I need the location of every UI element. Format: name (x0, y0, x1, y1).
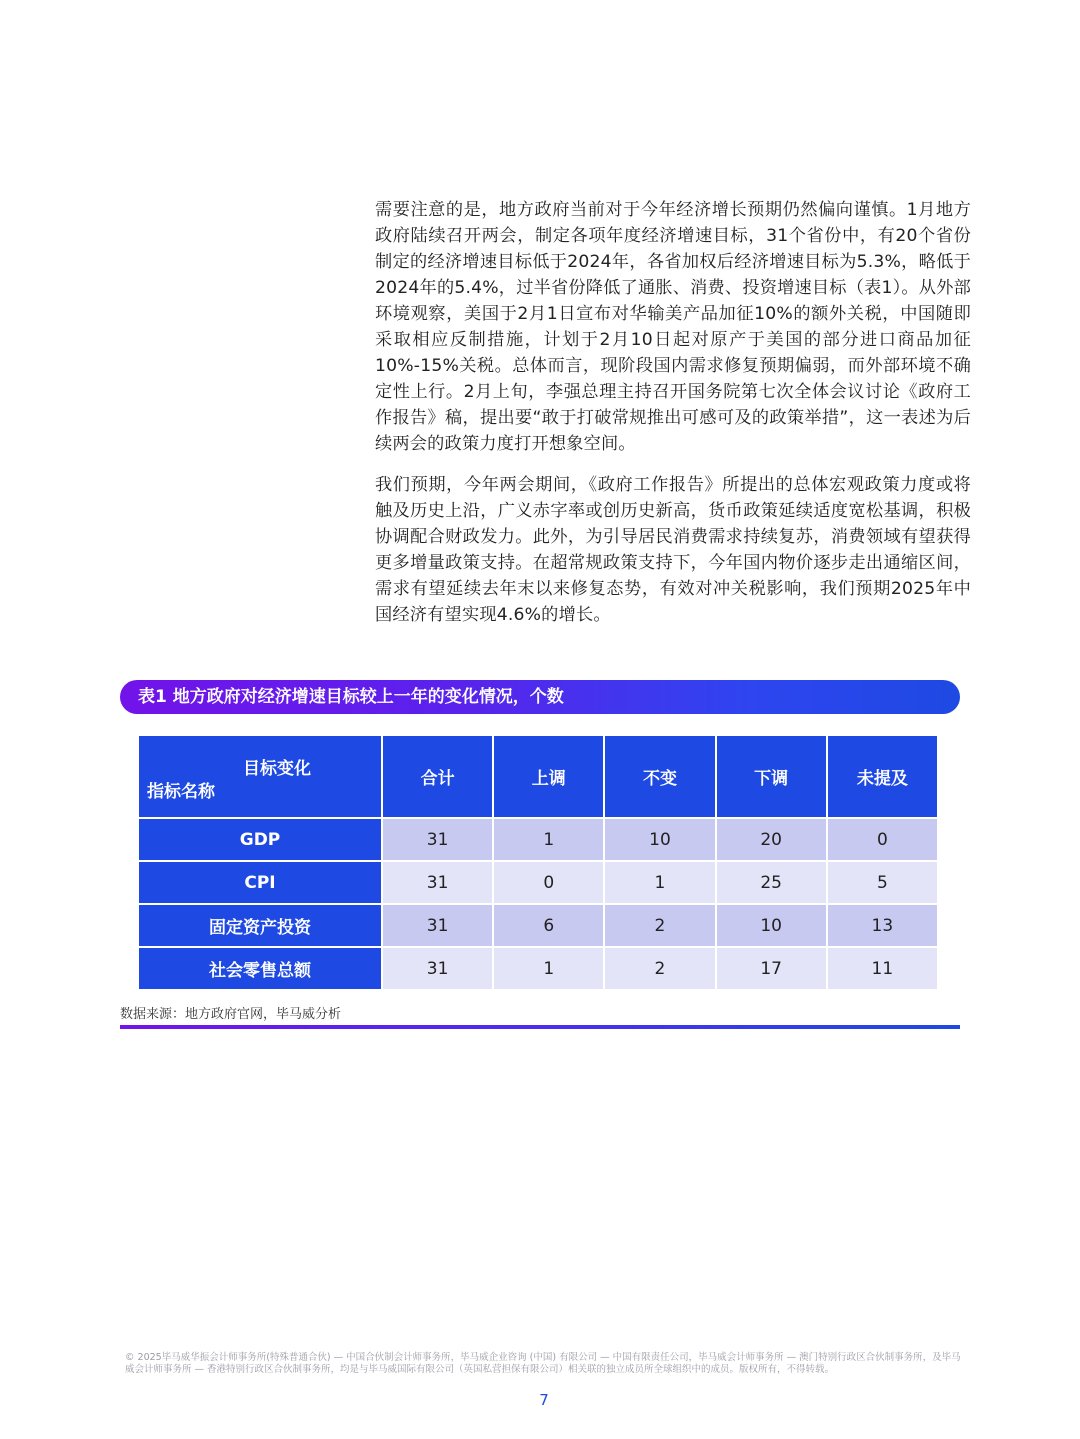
body-text (375, 197, 971, 643)
row-label: CPI (139, 862, 381, 903)
table-header-row (139, 736, 937, 817)
table-cell: 5 (828, 862, 937, 903)
column-header-raised: 上调 (494, 736, 603, 817)
paragraph-1: 需要注意的是，地方政府当前对于今年经济增长预期仍然偏向谨慎。1月地方政府陆续召开两会，制定各项年度经济增速目标，31个省份中，有20个省份制定的经济增速目标低于2024年，各省加权后经济增速目标为5.3%，略低于2024年的5.4%，过半省份降低了通胀、消费、投资增速目标（表1）。从外部环境观察，美国于2月1日宣布对华输美产品加征10%的额外关税，中国随即采取相应反制措施，计划于2月10日起对原产于美国的部分进口商品加征10%-15%关税。总体而言，现阶段国内需求修复预期偏弱，而外部环境不确定性上行。2月上旬，李强总理主持召开国务院第七次全体会议讨论《政府工作报告》稿，提出要“敢于打破常规推出可感可及的政策举措”，这一表述为后续两会的政策力度打开想象空间。 (375, 200, 971, 454)
table-row (139, 862, 937, 903)
table-title-banner: 表1 地方政府对经济增速目标较上一年的变化情况，个数 (120, 680, 960, 714)
table-row (139, 948, 937, 989)
table-cell: 25 (717, 862, 826, 903)
paragraph-2: 我们预期，今年两会期间，《政府工作报告》所提出的总体宏观政策力度或将触及历史上沿，广义赤字率或创历史新高，货币政策延续适度宽松基调，积极协调配合财政发力。此外，为引导居民消费需求持续复苏，消费领域有望获得更多增量政策支持。在超常规政策支持下，今年国内物价逐步走出通缩区间，需求有望延续去年末以来修复态势，有效对冲关税影响，我们预期2025年中国经济有望实现4.6%的增长。 (375, 475, 971, 625)
table-cell: 1 (494, 948, 603, 989)
table-cell: 2 (605, 905, 714, 946)
table-cell: 31 (383, 948, 492, 989)
table-cell: 10 (717, 905, 826, 946)
table-cell: 31 (383, 862, 492, 903)
table-cell: 1 (605, 862, 714, 903)
copyright-notice: © 2025毕马威华振会计师事务所(特殊普通合伙) — 中国合伙制会计师事务所，毕马威企业咨询 (中国) 有限公司 — 中国有限责任公司，毕马威会计师事务所 — 澳门特别行政区合伙制事务所，及毕马威会计师事务所 — 香港特别行政区合伙制事务所，均是与毕马威国际有限公司（英国私营担保有限公司）相关联的独立成员所全球组织中的成员。版权所有，不得转载。 (125, 1352, 961, 1375)
section-divider (120, 1025, 960, 1029)
table-cell: 10 (605, 819, 714, 860)
table-cell: 31 (383, 905, 492, 946)
table-cell: 1 (494, 819, 603, 860)
corner-label-indicator-name: 指标名称 (147, 782, 215, 802)
column-header-total: 合计 (383, 736, 492, 817)
table-cell: 13 (828, 905, 937, 946)
column-header-lowered: 下调 (717, 736, 826, 817)
table-cell: 6 (494, 905, 603, 946)
target-change-table (137, 734, 939, 991)
table-cell: 2 (605, 948, 714, 989)
row-label: 固定资产投资 (139, 905, 381, 946)
column-header-not-mentioned: 未提及 (828, 736, 937, 817)
table-corner-header (139, 736, 381, 817)
table-row (139, 819, 937, 860)
table-row (139, 905, 937, 946)
corner-label-target-change: 目标变化 (243, 759, 311, 779)
column-header-unchanged: 不变 (605, 736, 714, 817)
table-cell: 17 (717, 948, 826, 989)
table-cell: 0 (494, 862, 603, 903)
row-label: 社会零售总额 (139, 948, 381, 989)
row-label: GDP (139, 819, 381, 860)
data-source-note: 数据来源：地方政府官网，毕马威分析 (120, 1007, 342, 1022)
table-cell: 11 (828, 948, 937, 989)
table-cell: 31 (383, 819, 492, 860)
table-cell: 20 (717, 819, 826, 860)
page-number: 7 (539, 1391, 549, 1409)
table-cell: 0 (828, 819, 937, 860)
